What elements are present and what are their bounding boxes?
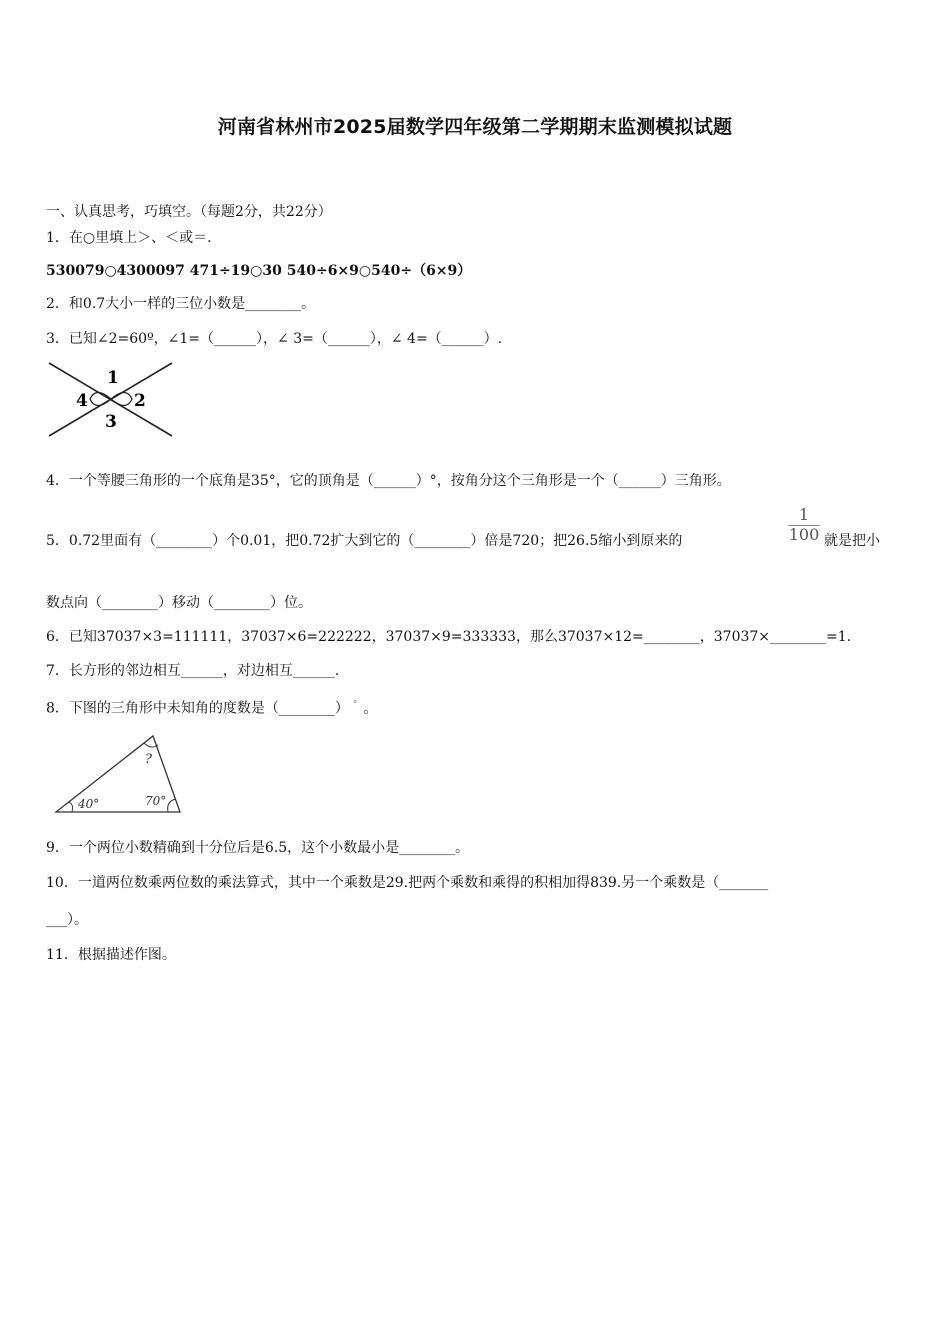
triangle-figure xyxy=(52,733,187,815)
angle-40-label: 40° xyxy=(78,797,100,811)
question-4: 4．一个等腰三角形的一个底角是35°，它的顶角是（______）°，按角分这个三角形是一个（______）三角形。 xyxy=(46,473,731,489)
angle-70-label: 70° xyxy=(145,794,167,808)
angle-label-3: 3 xyxy=(105,412,117,432)
question-10-line1: 10．一道两位数乘两位数的乘法算式，其中一个乘数是29.把两个乘数和乘得的积相加得839.另一个乘数是（_______ xyxy=(46,875,769,891)
page-title: 河南省林州市2025届数学四年级第二学期期末监测模拟试题 xyxy=(217,116,733,138)
question-8-text: 8．下图的三角形中未知角的度数是（________） xyxy=(46,700,349,717)
angle-arc-70 xyxy=(168,799,176,812)
question-8-end: 。 xyxy=(363,700,378,717)
question-1-stem: 1．在○里填上＞、＜或＝. xyxy=(46,230,212,246)
fraction-one-hundredth xyxy=(788,506,820,544)
fraction-denominator: 100 xyxy=(788,525,820,544)
question-7: 7．长方形的邻边相互______，对边相互______. xyxy=(46,663,340,679)
section-heading: 一、认真思考，巧填空。（每题2分，共22分） xyxy=(46,204,332,220)
angle-arc-right xyxy=(111,393,132,406)
degree-mark: ° xyxy=(352,700,358,710)
question-10-line2: ___）。 xyxy=(46,912,88,928)
question-5-line2: 数点向（________）移动（________）位。 xyxy=(46,595,312,611)
angle-label-1: 1 xyxy=(107,368,119,388)
question-5-part1: 5．0.72里面有（________）个0.01，把0.72扩大到它的（________）倍是720；把26.5缩小到原来的 xyxy=(46,533,683,549)
question-11: 11．根据描述作图。 xyxy=(46,947,176,963)
question-5-part2: 就是把小 xyxy=(824,533,880,549)
question-1-items: 530079○4300097 471÷19○30 540÷6×9○540÷（6×9） xyxy=(46,263,472,279)
fraction-numerator: 1 xyxy=(798,505,810,524)
angle-label-4: 4 xyxy=(76,391,88,411)
question-8 xyxy=(46,695,377,719)
question-2: 2．和0.7大小一样的三位小数是________。 xyxy=(46,296,316,312)
angle-arc-40 xyxy=(68,802,73,812)
unknown-angle-label: ? xyxy=(145,752,152,767)
question-3: 3．已知∠2=60º，∠1=（______），∠ 3=（______），∠ 4=（______）. xyxy=(46,331,503,347)
question-6: 6．已知37037×3=111111，37037×6=222222，37037×9=333333，那么37037×12=________，37037×________=1. xyxy=(46,629,852,645)
angle-label-2: 2 xyxy=(134,391,146,411)
angle-figure xyxy=(44,360,179,440)
question-9: 9．一个两位小数精确到十分位后是6.5，这个小数最小是________。 xyxy=(46,840,470,856)
